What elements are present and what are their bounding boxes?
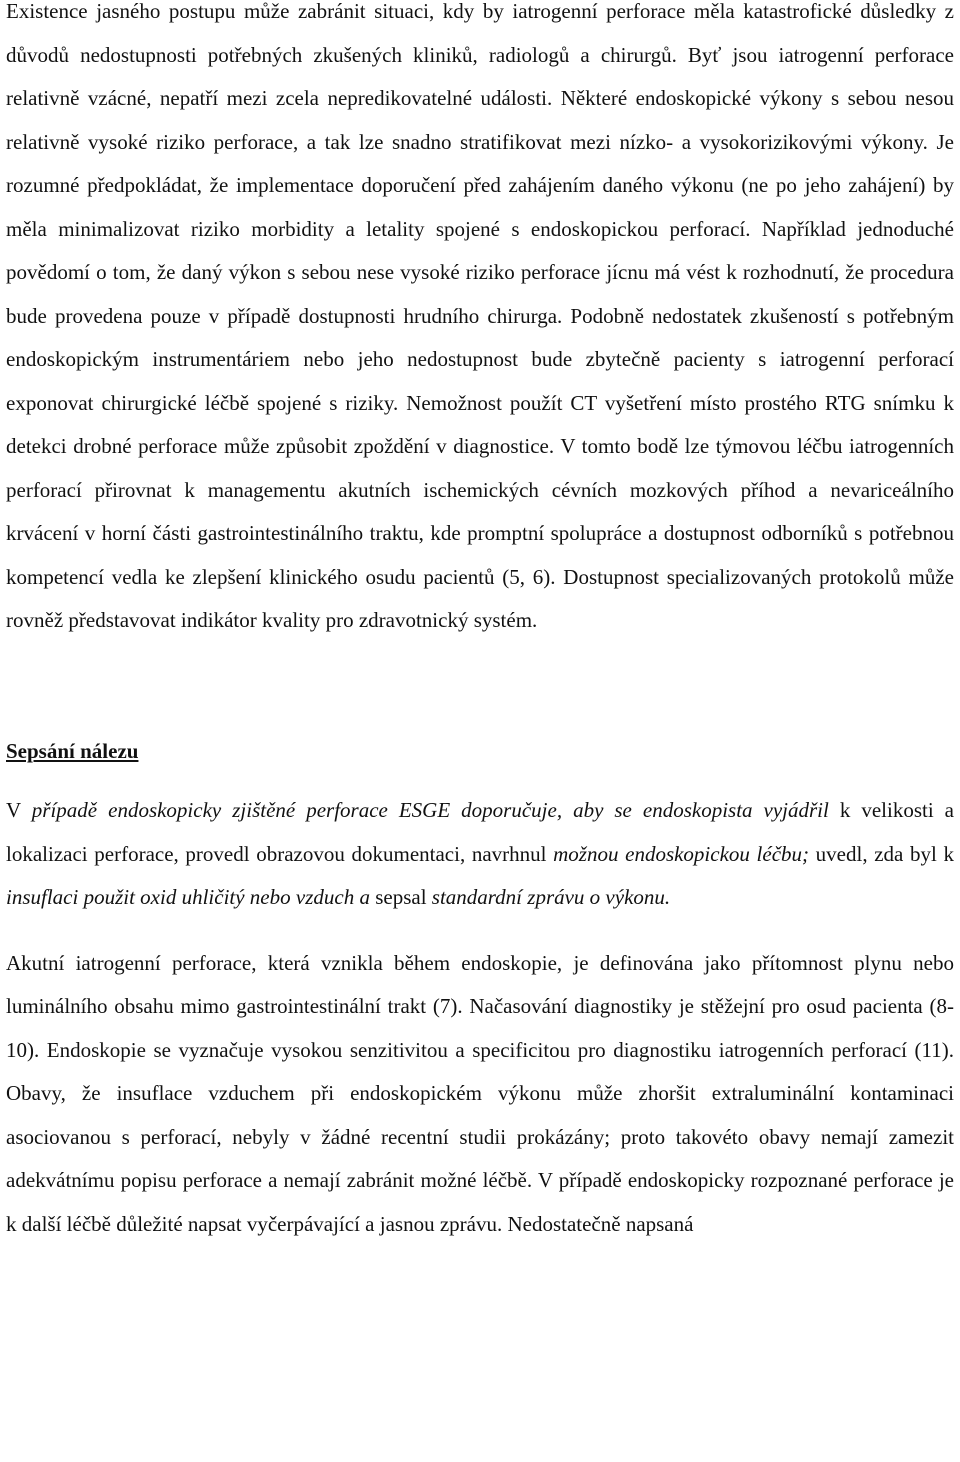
paragraph-recommendation [6,789,954,920]
recommendation-text-3: uvedl, zda byl k [809,841,954,866]
recommendation-text-2: k velikosti a lokalizaci perforace, provedl obrazovou dokumentaci, navrhnul [6,798,955,866]
recommendation-emphasis-3: insuflaci použit oxid uhličitý nebo vzduch a [6,885,370,909]
document-page [6,0,954,1246]
section-heading: Sepsání nálezu [6,738,139,763]
recommendation-emphasis-2: možnou endoskopickou léčbu; [553,841,810,866]
recommendation-emphasis-4: standardní zprávu o výkonu. [431,885,671,909]
recommendation-text-4: sepsal [369,885,432,909]
recommendation-emphasis-1: případě endoskopicky zjištěné perforace ESGE doporučuje, aby se endoskopista vyjádřil [31,798,829,822]
paragraph-definition: Akutní iatrogenní perforace, která vznikla během endoskopie, je definována jako přítomnost plynu nebo luminálního obsahu mimo gastrointestinální trakt (7). Načasování diagnostiky je stěžejní pro osud pacienta (8-10). Endoskopie se vyznačuje vysokou senzitivitou a specificitou pro diagnostiku iatrogenních perforací (11). Obavy, že insuflace vzduchem při endoskopickém výkonu může zhoršit extraluminální kontaminaci asociovanou s perforací, nebyly v žádné recentní studii prokázány; proto takovéto obavy nemají zamezit adekvátnímu popisu perforace a nemají zabránit možné léčbě. V případě endoskopicky rozpoznané perforace je k další léčbě důležité napsat vyčerpávající a jasnou zprávu. Nedostatečně napsaná [6,950,954,1236]
recommendation-text-1: V [6,798,32,822]
paragraph-team-approach: Existence jasného postupu může zabránit situaci, kdy by iatrogenní perforace měla katastrofické důsledky z důvodů nedostupnosti potřebných zkušených kliniků, radiologů a chirurgů. Byť jsou iatrogenní perforace relativně vzácné, nepatří mezi zcela nepredikovatelné události. Některé endoskopické výkony s sebou nesou relativně vysoké riziko perforace, a tak lze snadno stratifikovat mezi nízko- a vysokorizikovými výkony. Je rozumné předpokládat, že implementace doporučení před zahájením daného výkonu (ne po jeho zahájení) by měla minimalizovat riziko morbidity a letality spojené s endoskopickou perforací. Například jednoduché povědomí o tom, že daný výkon s sebou nese vysoké riziko perforace jícnu má vést k rozhodnutí, že procedura bude provedena pouze v případě dostupnosti hrudního chirurga. Podobně nedostatek zkušeností s potřebným endoskopickým instrumentáriem nebo jeho nedostupnost bude zbytečně pacienty s iatrogenní perforací exponovat chirurgické léčbě spojené s riziky. Nemožnost použít CT vyšetření místo prostého RTG snímku k detekci drobné perforace může způsobit zpoždění v diagnostice. V tomto bodě lze týmovou léčbu iatrogenních perforací přirovnat k managementu akutních ischemických cévních mozkových příhod a nevariceálního krvácení v horní části gastrointestinálního traktu, kde promptní spolupráce a dostupnost odborníků s potřebnou kompetencí vedla ke zlepšení klinického osudu pacientů (5, 6). Dostupnost specializovaných protokolů může rovněž představovat indikátor kvality pro zdravotnický systém. [6,0,954,632]
